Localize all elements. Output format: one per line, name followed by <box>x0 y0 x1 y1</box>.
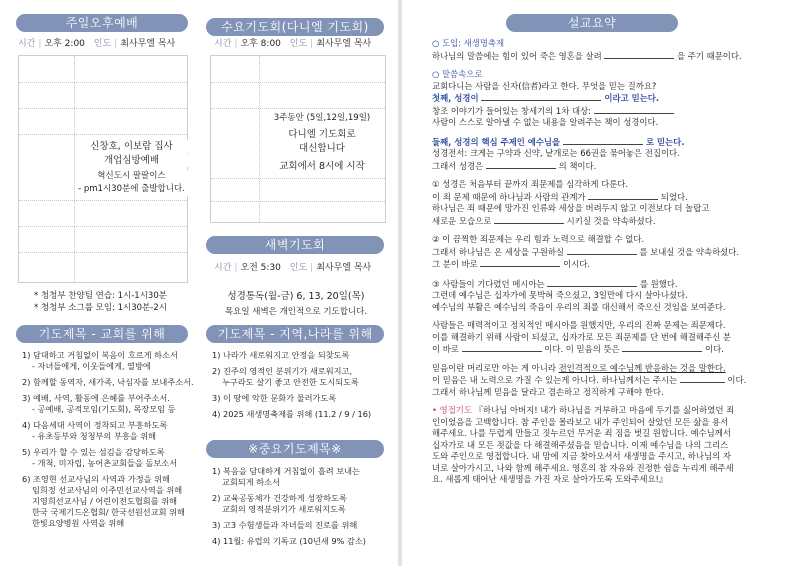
word-line-1: 교회다니는 사람을 신자(信者)라고 한다. 무엇을 믿는 걸까요? <box>432 80 657 91</box>
church-prayer-item <box>22 377 200 388</box>
acceptance-prayer <box>432 405 787 486</box>
sunday-pm-header: 주일오후예배 <box>16 14 188 32</box>
intro-line: 하나님의 말씀에는 힘이 있어 죽은 영혼을 살려 을 주기 때문이다. <box>432 50 742 61</box>
church-prayer-item-title: 3) 예배, 사역, 활동에 은혜를 부어주소서. <box>22 393 170 403</box>
church-prayer-item-sub: 지영희선교사님 / 어린이전도협회를 위해 <box>32 496 178 506</box>
important-prayer-item <box>212 536 392 547</box>
church-prayer-item-sub: - 유초등부와 청청부의 부흥을 위해 <box>32 431 157 441</box>
dawn-note: 목요일 새벽은 개인적으로 기도합니다. <box>224 307 368 317</box>
prayer-line: 해주세요. 나를 두렵게 만들고 짓누르던 무거운 죄 짐을 벗길 원합니다. 예수님께서 <box>432 428 731 438</box>
sunday-pm-box <box>18 55 188 283</box>
church-prayer-item-title: 4) 다음세대 사역이 정착되고 부흥하도록 <box>22 420 168 430</box>
point1-line-4: 새로운 모습으로 시키실 것을 약속하셨다. <box>432 215 656 226</box>
point1-line-2: 이 죄 문제 때문에 하나님과 사람의 관계가 되었다. <box>432 191 688 202</box>
church-prayer-item <box>22 420 200 442</box>
prayer-line: 요. 새롭게 태어난 새생명을 가진 자로 살아가도록 도와주세요!』 <box>432 474 668 484</box>
dawn-main: 성경통독(월-금) 6, 13, 20일(목) <box>227 291 365 302</box>
prayer-label: • 영접기도 <box>432 405 472 415</box>
church-prayer-item-title: 5) 우리가 할 수 있는 섬김을 감당하도록 <box>22 447 165 457</box>
church-prayer-header: 기도제목 - 교회를 위해 <box>16 325 188 343</box>
leader-label: 인도 <box>93 39 112 49</box>
nation-prayer-item-sub: 누구라도 살기 좋고 안전한 도시되도록 <box>222 377 359 387</box>
prayer-line: • 영접기도 『하나님 아버지! 내가 하나님을 거부하고 마음에 두기를 싫어하였던 죄 <box>432 405 735 415</box>
second-line-3: 그래서 성경은 의 책이다. <box>432 160 597 171</box>
nation-prayer-item <box>212 393 392 404</box>
point2-line-3: 그 분이 바로 이시다. <box>432 259 591 269</box>
church-prayer-item-sub: 임희정 선교사님의 이주민선교사역을 위해 <box>32 485 183 495</box>
important-prayer-item <box>212 493 392 515</box>
point5-line-3: 그래서 하나님께 믿음을 달라고 겸손하고 정직하게 구해야 한다. <box>432 386 664 397</box>
church-prayer-item-sub: - 공예배, 공적모임(기도회), 목장모임 등 <box>32 404 176 414</box>
important-prayer-item-title: 2) 교육공동체가 건강하게 성장하도록 <box>212 493 347 503</box>
time-value: 오전 5:30 <box>240 263 281 273</box>
prayer-line: 인이었음을 고백합니다. 참 주인을 몰라보고 내가 주인되어 살았던 모든 삶을 용서 <box>432 416 729 427</box>
prayer-line: 도와 주인으로 영접합니다. 내 맘에 지금 찾아오셔서 새생명을 주시고, 하나님의 자 <box>432 451 731 461</box>
important-prayer-item-sub: 교회의 영적분위기가 새로워지도록 <box>222 504 346 514</box>
word-line-3: 창조 이야기가 들어있는 창세기의 1차 대상: <box>432 105 787 118</box>
point4-line-3: 이 바로 이다. 이 믿음의 뜻은 이다. <box>432 344 724 354</box>
dawn-header: 새벽기도회 <box>206 236 384 254</box>
second-line-2: 성경전서: 크게는 구약과 신약, 낱개로는 66권을 묶어놓은 전집이다. <box>432 148 680 158</box>
important-prayer-item <box>212 466 392 488</box>
time-value: 오후 8:00 <box>240 39 281 49</box>
nation-prayer-header: 기도제목 - 지역,나라를 위해 <box>206 325 384 343</box>
prayer-line: 녀로 살아가시고, 나와 함께 해주세요. 영혼의 참 자유와 진정한 쉼을 누리게 해주세 <box>432 462 734 473</box>
church-prayer-item-title: 1) 담대하고 거침없이 복음이 흐르게 하소서 <box>22 350 178 360</box>
church-prayer-item <box>22 350 200 372</box>
point1-line-1: ① 성경은 처음부터 끝까지 죄문제를 심각하게 다룬다. <box>432 179 629 189</box>
important-prayer-item-title: 4) 11월: 유럽의 기독교 (10년새 9% 감소) <box>212 536 366 546</box>
nation-prayer-item <box>212 366 392 388</box>
church-prayer-item-title: 6) 조영현 선교사님의 사역과 가정을 위해 <box>22 474 170 484</box>
wednesday-line-3: 대신합니다 <box>260 142 384 155</box>
nation-prayer-list <box>212 350 392 425</box>
church-prayer-item-title: 2) 함께할 동역자, 새가족, 낙심자를 보내주소서. <box>22 377 194 387</box>
church-prayer-item <box>22 393 200 415</box>
sunday-pm-info: 시간 | 오후 2:00 인도 | 최사무엘 목사 <box>18 39 176 49</box>
nation-prayer-item <box>212 409 392 420</box>
leader-label: 인도 <box>289 39 308 49</box>
church-prayer-list <box>22 350 200 534</box>
sunday-pm-footer-1: * 청청부 찬양팀 연습: 1시-1시30분 <box>34 291 167 301</box>
point5-line-2: 이 믿음은 내 노력으로 가질 수 있는게 아니다. 하나님께서는 주시는 이다. <box>432 375 747 385</box>
sermon-header: 설교요약 <box>506 14 678 32</box>
dawn-info: 시간 | 오전 5:30 인도 | 최사무엘 목사 <box>214 263 372 273</box>
church-prayer-item-sub: 한국 국제기드온협회/ 한국선원선교회 위해 <box>32 507 185 517</box>
important-prayer-list <box>212 466 392 552</box>
nation-prayer-item-title: 3) 이 땅에 악한 문화가 물러가도록 <box>212 393 337 403</box>
leader-value: 최사무엘 목사 <box>120 39 176 49</box>
time-value: 오후 2:00 <box>44 39 85 49</box>
wednesday-line-4: 교회에서 8시에 시작 <box>260 160 384 173</box>
leader-value: 최사무엘 목사 <box>316 263 372 273</box>
important-prayer-header: ※중요기도제목※ <box>206 440 384 458</box>
important-prayer-item-title: 3) 고3 수험생들과 자녀들의 진로를 위해 <box>212 520 358 530</box>
time-label: 시간 <box>214 263 232 273</box>
point3-line-3: 예수님의 부활은 예수님의 죽음이 우리의 죄를 대신해서 죽으신 것임을 보여준다. <box>432 301 726 312</box>
second-line-1: 둘째, 성경의 핵심 주제인 예수님을 로 믿는다. <box>432 136 685 147</box>
time-label: 시간 <box>18 39 36 49</box>
leader-label: 인도 <box>289 263 308 273</box>
sermon-summary <box>432 38 787 486</box>
word-line-2: 첫째, 성경이 이라고 믿는다. <box>432 93 660 103</box>
nation-prayer-item-title: 4) 2025 새생명축제를 위해 (11.2 / 9 / 16) <box>212 409 372 419</box>
word-label: ○ 말씀속으로 <box>432 69 483 79</box>
sunday-pm-footer-2: * 청청부 소그룹 모임: 1시30분-2시 <box>34 303 167 313</box>
point3-line-1: ③ 사람들이 기다렸던 메시아는 를 원했다. <box>432 278 678 289</box>
point2-line-2: 그래서 하나님은 온 세상을 구원하실 를 보내실 것을 약속하셨다. <box>432 246 740 257</box>
church-prayer-item <box>22 447 200 469</box>
point1-line-3: 하나님은 죄 때문에 망가진 인류와 세상을 버려두지 않고 이전보다 더 놀랍고 <box>432 203 710 213</box>
nation-prayer-item <box>212 350 392 361</box>
sunday-pm-note-1: 혁신도시 팔팔이스 <box>75 170 188 183</box>
sunday-pm-line-2: 개업심방예배 <box>75 154 188 167</box>
church-prayer-item-sub: - 자녀들에게, 이웃들에게, 열방에 <box>32 361 151 371</box>
church-prayer-item-sub: - 개척, 미자립, 농어촌교회들을 돌보소서 <box>32 458 178 468</box>
intro-label: ○ 도입: 새생명축제 <box>432 38 505 48</box>
church-prayer-item-sub: 한빛요양병원 사역을 위해 <box>32 518 125 528</box>
point3-line-2: 그런데 예수님은 십자가에 못박혀 죽으셨고, 3일만에 다시 살아나셨다. <box>432 290 688 300</box>
wednesday-header: 수요기도회(다니엘 기도회) <box>206 18 384 36</box>
important-prayer-item-sub: 교회되게 하소서 <box>222 477 280 487</box>
church-prayer-item <box>22 474 200 529</box>
sunday-pm-line-1: 신창호, 이보람 집사 <box>75 140 188 153</box>
point5-line-1: 믿음이란 머리로만 아는 게 아니라 전인격적으로 예수님께 반응하는 것을 말한다. <box>432 362 726 373</box>
time-label: 시간 <box>214 39 232 49</box>
point2-line-1: ② 이 끔찍한 죄문제는 우리 힘과 노력으로 해결할 수 없다. <box>432 234 645 244</box>
nation-prayer-item-title: 1) 나라가 새로워지고 안정을 되찾도록 <box>212 350 350 360</box>
wednesday-info: 시간 | 오후 8:00 인도 | 최사무엘 목사 <box>214 39 372 49</box>
leader-value: 최사무엘 목사 <box>316 39 372 49</box>
important-prayer-item <box>212 520 392 531</box>
wednesday-line-2: 다니엘 기도회로 <box>260 128 384 141</box>
prayer-line: 십자가로 내 모든 죗값을 다 해결해주셨음을 믿습니다. 이제 예수님을 나의 그리스 <box>432 439 729 450</box>
wednesday-line-1: 3주동안 (5일,12일,19일) <box>260 112 384 125</box>
nation-prayer-item-title: 2) 진주의 영적인 분위기가 새로워지고, <box>212 366 353 376</box>
word-line-4: 사람이 스스로 알아낼 수 없는 내용을 알려주는 책이 성경이다. <box>432 117 659 127</box>
point4-line-1: 사람들은 매력적이고 정치적인 메시아를 원했지만, 우리의 진짜 문제는 죄문제다. <box>432 320 726 330</box>
point4-line-2: 이를 해결하기 위해 사람이 되셨고, 십자가로 모든 죄문제를 단 번에 해결해주신 분 <box>432 331 731 342</box>
important-prayer-item-title: 1) 복음을 담대하게 거침없이 흘려 보내는 <box>212 466 360 476</box>
sunday-pm-note-2: - pm1시30분에 출발합니다. <box>75 183 188 196</box>
